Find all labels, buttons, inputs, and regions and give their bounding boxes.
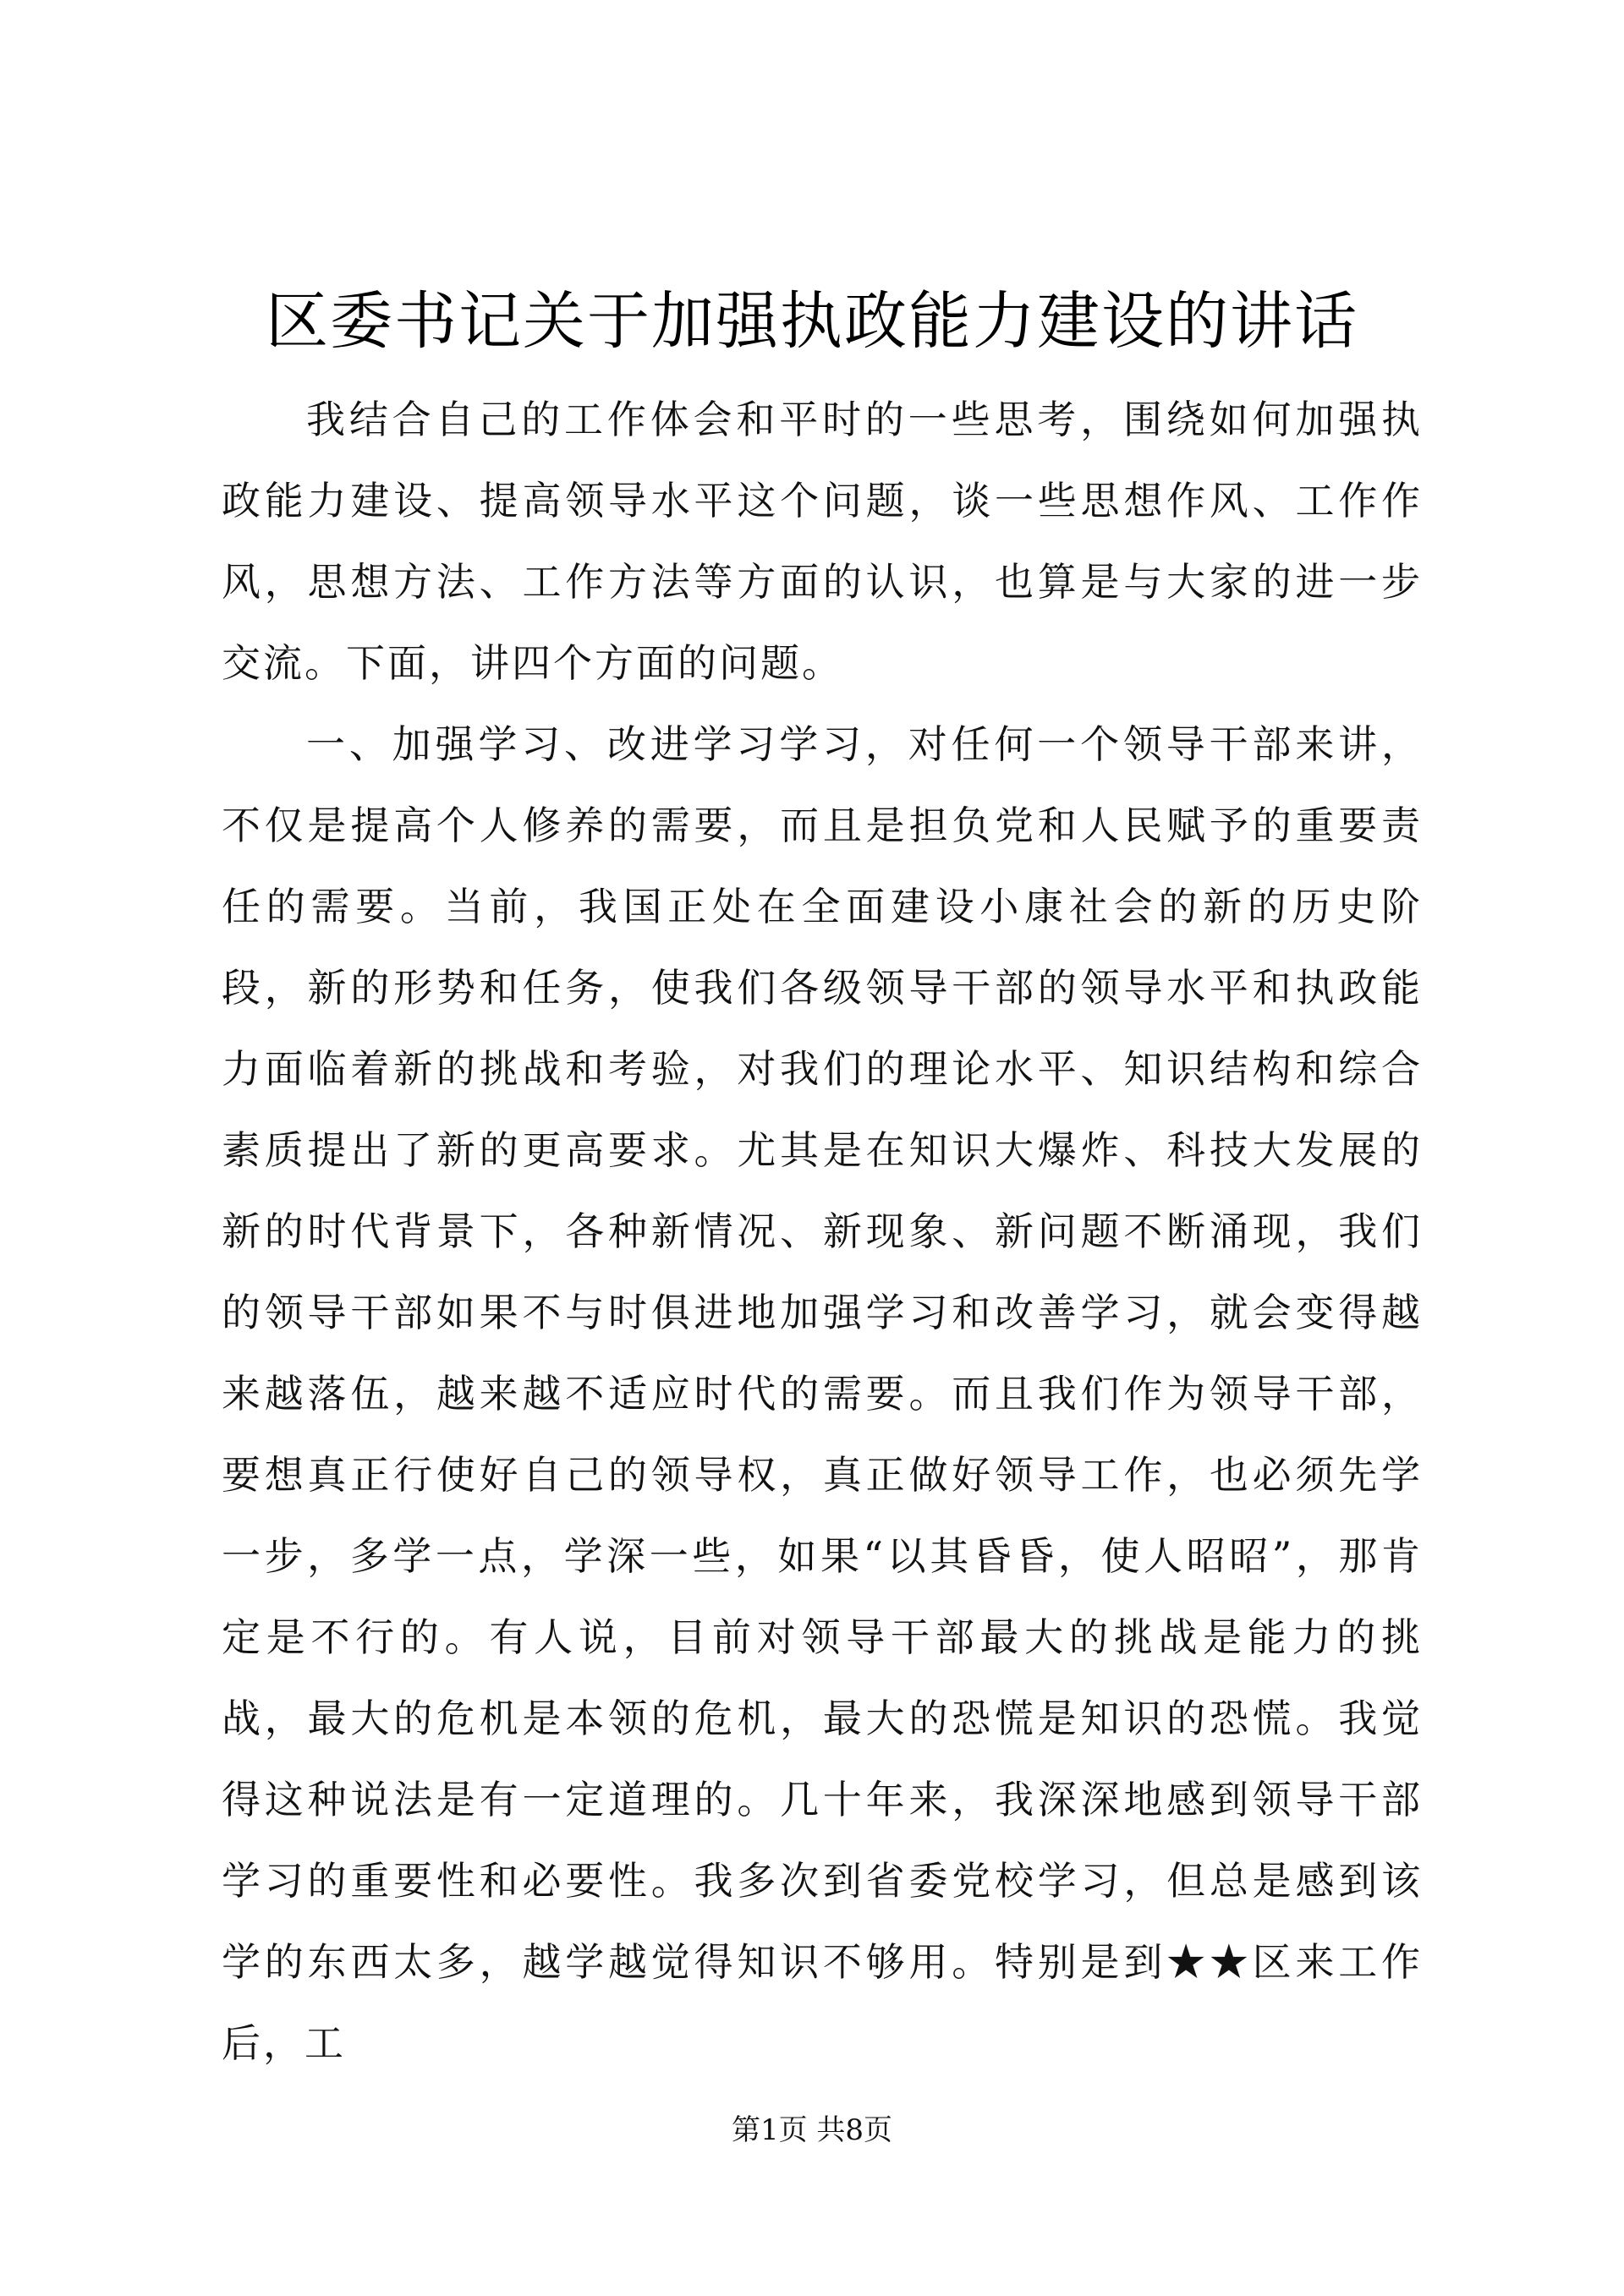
document-title: 区委书记关于加强执政能力建设的讲话 <box>266 285 1358 358</box>
page-number-footer: 第1页 共8页 <box>731 2113 893 2147</box>
paragraph-intro: 我结合自己的工作体会和平时的一些思考，围绕如何加强执政能力建设、提高领导水平这个问题，谈一些思想作风、工作作风，思想方法、工作方法等方面的认识，也算是与大家的进一步交流。下面，讲四个方面的问题。 <box>222 397 1423 686</box>
paragraph-section-one: 一、加强学习、改进学习学习，对任何一个领导干部来讲，不仅是提高个人修养的需要，而且是担负党和人民赋予的重要责任的需要。当前，我国正处在全面建设小康社会的新的历史阶段，新的形势和任务，使我们各级领导干部的领导水平和执政能力面临着新的挑战和考验，对我们的理论水平、知识结构和综合素质提出了新的更高要求。尤其是在知识大爆炸、科技大发展的新的时代背景下，各种新情况、新现象、新问题不断涌现，我们的领导干部如果不与时俱进地加强学习和改善学习，就会变得越来越落伍，越来越不适应时代的需要。而且我们作为领导干部，要想真正行使好自己的领导权，真正做好领导工作，也必须先学一步，多学一点，学深一些，如果“以其昏昏，使人昭昭”，那肯定是不行的。有人说，目前对领导干部最大的挑战是能力的挑战，最大的危机是本领的危机，最大的恐慌是知识的恐慌。我觉得这种说法是有一定道理的。几十年来，我深深地感到领导干部学习的重要性和必要性。我多次到省委党校学习，但总是感到该学的东西太多，越学越觉得知识不够用。特别是到★★区来工作后，工 <box>222 721 1423 2066</box>
document-body <box>222 379 1423 2084</box>
